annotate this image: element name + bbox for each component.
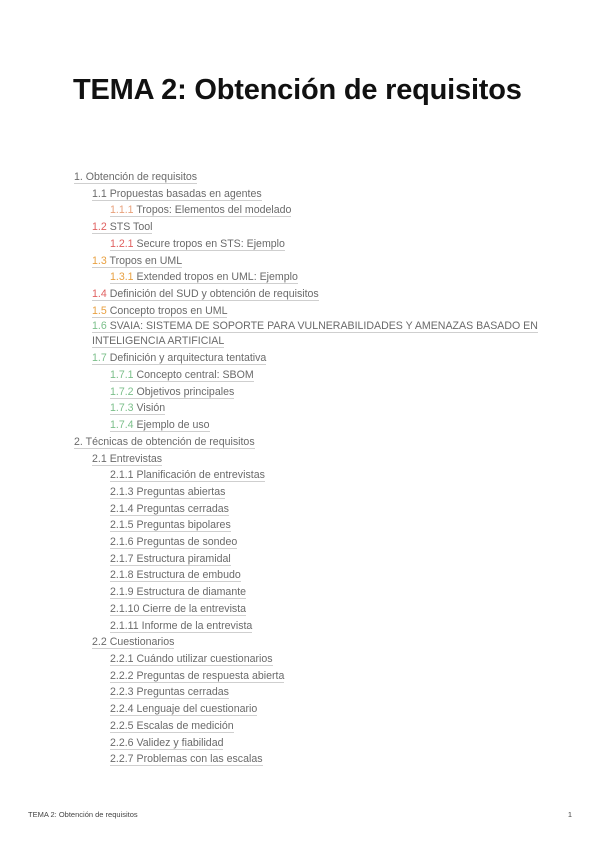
toc-entry-number: 1.7.2 — [110, 385, 134, 398]
toc-entry-number: 1.3.1 — [110, 271, 134, 284]
toc-entry-label: Concepto central: SBOM — [136, 369, 254, 382]
toc-entry-number: 2.1.3 — [110, 485, 134, 498]
toc-entry-number: 2. — [74, 435, 83, 448]
toc-entry-number: 1.5 — [92, 304, 107, 317]
toc-entry-number: 1.7.1 — [110, 369, 134, 382]
toc-entry-label: Extended tropos en UML: Ejemplo — [136, 271, 298, 284]
toc-entry — [0, 501, 600, 518]
toc-entry — [0, 684, 600, 701]
toc-entry — [0, 668, 600, 685]
toc-entry-label: Visión — [136, 402, 166, 415]
toc-entry-number: 2.1.6 — [110, 536, 134, 549]
toc-entry-number: 2.1.4 — [110, 502, 134, 515]
page-title: TEMA 2: Obtención de requisitos — [73, 74, 522, 106]
toc-entry — [0, 618, 600, 635]
toc-entry-number: 2.2.6 — [110, 736, 134, 749]
toc-link[interactable] — [110, 686, 229, 699]
toc-link[interactable] — [110, 486, 225, 499]
toc-entry-number: 1.2 — [92, 221, 107, 234]
toc-entry-label: Informe de la entrevista — [141, 619, 253, 632]
toc-link[interactable] — [110, 238, 285, 251]
toc-entry-number: 1.2.1 — [110, 237, 134, 250]
toc-entry-label: Cierre de la entrevista — [142, 602, 247, 615]
toc-entry-label: Cuándo utilizar cuestionarios — [136, 652, 273, 665]
toc-entry-label: Objetivos principales — [136, 385, 235, 398]
toc-entry-label: Propuestas basadas en agentes — [109, 187, 262, 200]
toc-entry-label: Cuestionarios — [109, 636, 175, 649]
toc-entry-label: Preguntas cerradas — [136, 686, 229, 699]
toc-entry — [0, 584, 600, 601]
toc-entry-label: Lenguaje del cuestionario — [136, 703, 258, 716]
toc-entry — [0, 219, 600, 236]
table-of-contents — [0, 169, 600, 768]
toc-entry — [0, 517, 600, 534]
toc-entry-label: Estructura de diamante — [136, 586, 247, 599]
toc-entry — [0, 253, 600, 270]
toc-entry — [0, 186, 600, 203]
toc-entry-number: 2.1.10 — [110, 602, 140, 615]
toc-entry — [0, 467, 600, 484]
toc-link[interactable] — [110, 519, 231, 532]
toc-link[interactable] — [92, 255, 182, 268]
toc-entry-number: 2.2.1 — [110, 652, 134, 665]
toc-entry-number: 2.2.3 — [110, 686, 134, 699]
toc-link[interactable] — [110, 419, 210, 432]
toc-entry-number: 1.1 — [92, 187, 107, 200]
footer-document-title: TEMA 2: Obtención de requisitos — [28, 810, 138, 819]
toc-entry-label: STS Tool — [109, 221, 153, 234]
toc-entry-label: Concepto tropos en UML — [109, 304, 228, 317]
toc-entry-label: Problemas con las escalas — [136, 753, 263, 766]
toc-entry-label: Preguntas de respuesta abierta — [136, 669, 285, 682]
toc-entry — [0, 601, 600, 618]
toc-entry-number: 1.1.1 — [110, 204, 134, 217]
toc-entry-number: 2.2 — [92, 636, 107, 649]
toc-entry-label: Secure tropos en STS: Ejemplo — [136, 237, 285, 250]
toc-link[interactable] — [92, 221, 152, 234]
toc-entry-label: Preguntas bipolares — [136, 519, 231, 532]
toc-entry-label: Definición del SUD y obtención de requisitos — [109, 287, 319, 300]
toc-entry — [0, 202, 600, 219]
toc-entry — [0, 484, 600, 501]
toc-entry-number: 1.4 — [92, 287, 107, 300]
toc-entry-label: Preguntas abiertas — [136, 485, 226, 498]
toc-link[interactable] — [92, 305, 227, 318]
toc-entry — [0, 350, 600, 367]
toc-entry — [0, 400, 600, 417]
toc-link[interactable] — [110, 386, 234, 399]
toc-link[interactable] — [110, 402, 165, 415]
toc-entry — [0, 319, 542, 350]
toc-entry-number: 2.1.11 — [110, 619, 139, 632]
toc-entry — [0, 651, 600, 668]
toc-entry-number: 2.2.5 — [110, 719, 134, 732]
toc-link[interactable] — [92, 188, 262, 201]
toc-entry-label: Preguntas de sondeo — [136, 536, 238, 549]
toc-entry-number: 1.7.3 — [110, 402, 134, 415]
toc-link[interactable] — [110, 753, 263, 766]
toc-link[interactable] — [74, 171, 197, 184]
toc-entry-label: Escalas de medición — [136, 719, 234, 732]
toc-link[interactable] — [110, 503, 229, 516]
toc-entry — [0, 701, 600, 718]
toc-entry — [0, 367, 600, 384]
toc-entry-label: Definición y arquitectura tentativa — [109, 352, 267, 365]
toc-entry-number: 1.3 — [92, 254, 107, 267]
toc-entry-number: 2.2.2 — [110, 669, 134, 682]
toc-entry-label: Tropos en UML — [109, 254, 183, 267]
toc-entry-number: 2.1.1 — [110, 469, 134, 482]
toc-entry — [0, 384, 600, 401]
toc-entry — [0, 718, 600, 735]
toc-entry-label: Entrevistas — [109, 452, 163, 465]
toc-link[interactable] — [110, 536, 237, 549]
toc-link[interactable] — [110, 670, 284, 683]
toc-link[interactable] — [110, 620, 252, 633]
toc-link[interactable] — [92, 352, 266, 365]
toc-entry-number: 2.1 — [92, 452, 107, 465]
toc-link[interactable] — [110, 569, 241, 582]
footer-page-number: 1 — [567, 810, 572, 819]
toc-entry — [0, 169, 600, 186]
toc-entry — [0, 567, 600, 584]
toc-entry-label: Planificación de entrevistas — [136, 469, 265, 482]
toc-entry-number: 2.1.8 — [110, 569, 134, 582]
toc-entry-label: Preguntas cerradas — [136, 502, 229, 515]
toc-entry — [0, 236, 600, 253]
toc-entry-number: 1. — [74, 171, 83, 183]
toc-link[interactable] — [110, 653, 273, 666]
toc-entry — [0, 434, 600, 451]
toc-entry-number: 2.1.5 — [110, 519, 134, 532]
toc-link[interactable] — [74, 436, 255, 449]
toc-entry — [0, 551, 600, 568]
toc-link[interactable] — [110, 369, 254, 382]
toc-link[interactable] — [92, 288, 319, 301]
toc-link[interactable] — [110, 603, 246, 616]
toc-link[interactable] — [92, 320, 538, 348]
toc-entry-label: Tropos: Elementos del modelado — [136, 204, 292, 217]
toc-link[interactable] — [92, 453, 162, 466]
toc-entry-number: 2.1.7 — [110, 552, 134, 565]
toc-entry — [0, 534, 600, 551]
toc-entry-label: Obtención de requisitos — [85, 171, 198, 183]
toc-entry-number: 1.7 — [92, 352, 107, 365]
toc-entry-number: 2.1.9 — [110, 586, 134, 599]
toc-entry — [0, 417, 600, 434]
toc-entry-label: SVAIA: SISTEMA DE SOPORTE PARA VULNERABILIDADES Y AMENAZAS BASADO EN INTELIGENCIA ARTIFICIAL — [92, 320, 538, 347]
toc-entry — [0, 269, 600, 286]
toc-link[interactable] — [110, 703, 257, 716]
toc-link[interactable] — [110, 586, 246, 599]
toc-entry — [0, 634, 600, 651]
toc-entry-label: Estructura piramidal — [136, 552, 231, 565]
toc-entry-number: 1.6 — [92, 320, 107, 333]
toc-entry — [0, 286, 600, 303]
toc-link[interactable] — [110, 737, 223, 750]
toc-entry-label: Estructura de embudo — [136, 569, 241, 582]
toc-entry — [0, 751, 600, 768]
toc-entry — [0, 735, 600, 752]
toc-entry — [0, 451, 600, 468]
toc-link[interactable] — [110, 469, 265, 482]
toc-entry-number: 1.7.4 — [110, 419, 134, 432]
toc-link[interactable] — [92, 636, 174, 649]
toc-link[interactable] — [110, 720, 234, 733]
toc-link[interactable] — [110, 553, 231, 566]
toc-entry — [0, 303, 600, 320]
toc-entry-label: Técnicas de obtención de requisitos — [85, 435, 255, 448]
toc-entry-number: 2.2.7 — [110, 753, 134, 766]
toc-entry-number: 2.2.4 — [110, 703, 134, 716]
toc-link[interactable] — [110, 271, 298, 284]
toc-entry-label: Ejemplo de uso — [136, 419, 210, 432]
toc-link[interactable] — [110, 204, 291, 217]
toc-entry-label: Validez y fiabilidad — [136, 736, 224, 749]
